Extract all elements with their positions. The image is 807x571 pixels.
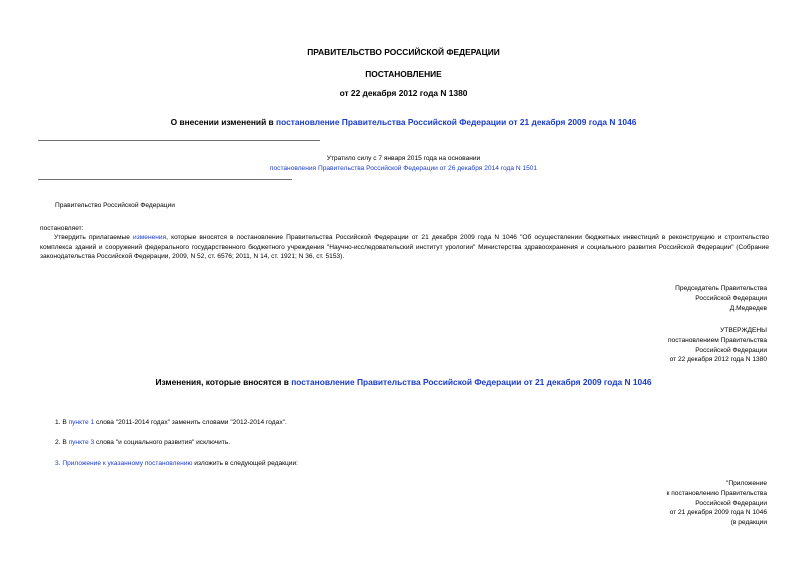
appendix-block: [667, 479, 768, 528]
notice-line-1: [0, 154, 807, 164]
item-2-text: слова "и социального развития" исключить.: [94, 439, 231, 446]
appendix-line-4: от 21 декабря 2009 года N 1046: [669, 509, 767, 517]
item-2-number: 2. В: [55, 439, 69, 446]
item-1-number: 1. В: [55, 419, 69, 426]
paragraph-start: Утвердить прилагаемые: [54, 234, 134, 241]
doc-date-heading: от 22 декабря 2012 года N 1380: [339, 88, 468, 98]
approved-block: [668, 326, 767, 365]
government-name: Правительство Российской Федерации: [55, 202, 175, 209]
notice-top-rule: [38, 140, 320, 141]
change-item-2: [55, 438, 230, 448]
approved-line-4: от 22 декабря 2012 года N 1380: [669, 356, 767, 364]
decides-label: постановляет:: [40, 225, 84, 232]
changes-title: [0, 377, 807, 387]
changes-title-prefix: Изменения, которые вносятся в: [155, 377, 292, 387]
item-1-text: слова "2011-2014 годах" заменить словами "2012-2014 годах".: [94, 419, 287, 426]
notice-line-2: [0, 164, 807, 174]
change-item-1: [55, 418, 287, 428]
change-item-3: [55, 459, 298, 469]
notice-bottom-rule: [38, 179, 292, 180]
signature-line-1: Председатель Правительства: [675, 285, 767, 292]
item-1-link[interactable]: пункте 1: [68, 419, 95, 426]
signature-line-2: Российской Федерации: [695, 294, 767, 302]
appendix-line-1: "Приложение: [725, 480, 767, 487]
notice-link-resolution-1501[interactable]: постановления Правительства Российской Федерации от 26 декабря 2014 года N 1501: [269, 165, 538, 172]
item-3-link[interactable]: 3. Приложение к указанному постановлению: [55, 460, 193, 467]
item-3-text: изложить в следующей редакции:: [192, 460, 299, 467]
signature-block: [675, 284, 767, 313]
approved-line-2: постановлением Правительства: [667, 336, 767, 344]
approved-line-1: УТВЕРЖДЕНЫ: [720, 327, 767, 334]
doc-type-heading: ПОСТАНОВЛЕНИЕ: [365, 69, 442, 79]
paragraph-rest: , которые вносятся в постановление Правительства Российской Федерации от 21 декабря 2009 года N 1046 "Об осуществлении бюджетных инвестиций в реконструкцию и строительство комплекса зданий и сооружений федерального государственного бюджетного учреждения "Научно-исследовательский институт урологии" Министерства здравоохранения и социального развития Российской Федерации" (Собрание законодательства Российской Федерации, 2009, N 52, ст. 6576; 2011, N 14, ст. 1921; N 36, ст. 5153).: [40, 234, 769, 261]
appendix-line-3: Российской Федерации: [695, 499, 767, 507]
appendix-line-2: к постановлению Правительства: [666, 489, 767, 497]
approved-line-3: Российской Федерации: [695, 346, 767, 354]
appendix-line-5: (в редакции: [730, 519, 767, 527]
changes-link[interactable]: изменения: [133, 234, 167, 241]
changes-title-link[interactable]: постановление Правительства Российской Федерации от 21 декабря 2009 года N 1046: [291, 377, 652, 387]
title-link-resolution-1046[interactable]: постановление Правительства Российской Федерации от 21 декабря 2009 года N 1046: [276, 117, 637, 127]
item-2-link[interactable]: пункте 3: [68, 439, 95, 446]
org-heading: ПРАВИТЕЛЬСТВО РОССИЙСКОЙ ФЕДЕРАЦИИ: [307, 47, 500, 57]
signature-line-3: Д.Медведев: [729, 304, 767, 312]
main-paragraph: [40, 233, 769, 262]
title-prefix: О внесении изменений в: [170, 117, 277, 127]
notice-text: Утратило силу с 7 января 2015 года на основании: [326, 155, 481, 162]
document-title: [0, 117, 807, 127]
